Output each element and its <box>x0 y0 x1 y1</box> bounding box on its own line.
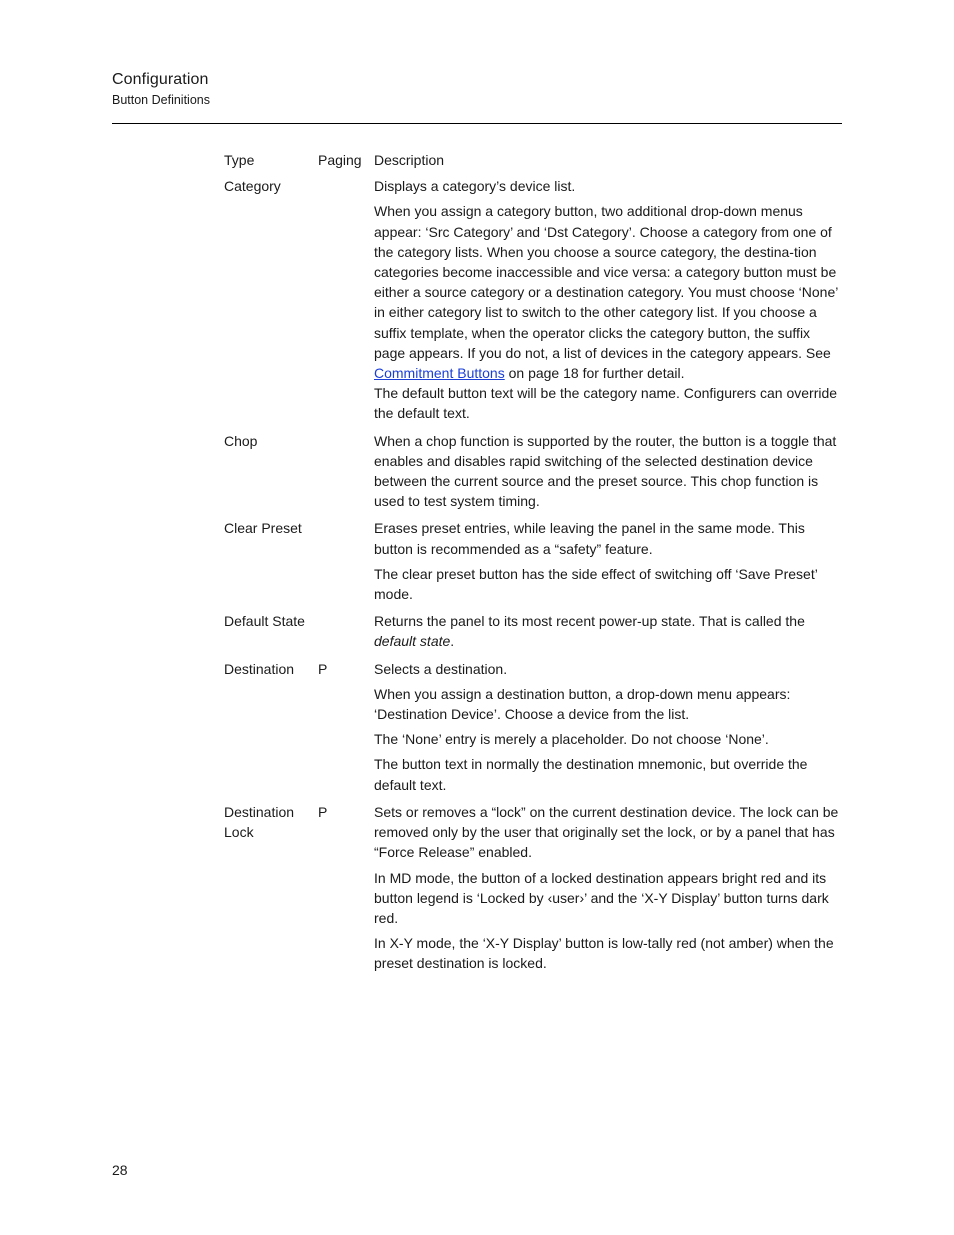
description-text: When you assign a category button, two additional drop-down menus appear: ‘Src Category’ and ‘Dst Category’. Choose a category from one of the category lists. When you choose a source category, the destina-tion categories become inaccessible and vice versa: a category button must be either a source category or a destination category. You must choose ‘None’ in either category list to switch to the other category list. If you choose a suffix template, when the operator clicks the category button, the suffix page appears. If you do not, a list of devices in the category appears. See <box>374 203 838 361</box>
description-paragraph: The ‘None’ entry is merely a placeholder. Do not choose ‘None’. <box>374 731 769 748</box>
row-paging <box>318 611 374 651</box>
row-type: Chop <box>224 432 258 449</box>
column-header-type: Type <box>224 152 255 168</box>
page-number: 28 <box>112 1162 128 1178</box>
table-row <box>224 518 840 604</box>
row-description <box>374 611 840 651</box>
commitment-buttons-link[interactable]: Commitment Buttons <box>374 365 505 382</box>
description-paragraph: Erases preset entries, while leaving the panel in the same mode. This button is recommended as a “safety” feature. <box>374 520 805 557</box>
row-paging: P <box>318 660 328 677</box>
description-paragraph: In MD mode, the button of a locked destination appears bright red and its button legend is ‘Locked by ‹user›’ and the ‘X-Y Display’ button turns dark red. <box>374 869 829 926</box>
description-paragraph: Selects a destination. <box>374 660 508 677</box>
description-paragraph: When you assign a destination button, a drop-down menu appears: ‘Destination Device’. Choose a device from the list. <box>374 685 791 723</box>
row-type: Category <box>224 178 281 195</box>
table-row <box>224 431 840 512</box>
table-row <box>224 176 840 423</box>
row-description <box>374 518 840 604</box>
description-paragraph: The default button text will be the category name. Configurers can override the default text. <box>374 385 838 422</box>
button-definitions-table <box>224 150 840 981</box>
description-paragraph: The button text in normally the destination mnemonic, but override the default text. <box>374 756 808 793</box>
row-type: Clear Preset <box>224 520 302 537</box>
column-header-description: Description <box>374 152 445 168</box>
table-header-row <box>224 150 840 170</box>
row-type: Destination Lock <box>224 803 295 841</box>
description-paragraph: When a chop function is supported by the router, the button is a toggle that enables and disables rapid switching of the selected destination device between the current source and the preset source. This chop function is used to test system timing. <box>374 432 837 510</box>
running-header-subtitle: Button Definitions <box>112 93 210 107</box>
description-paragraph <box>374 611 840 651</box>
table-row <box>224 611 840 651</box>
row-paging <box>318 518 374 604</box>
description-paragraph: In X-Y mode, the ‘X-Y Display’ button is low-tally red (not amber) when the preset destination is locked. <box>374 935 834 972</box>
description-paragraph: The clear preset button has the side effect of switching off ‘Save Preset’ mode. <box>374 565 818 603</box>
table-row <box>224 659 840 795</box>
row-description <box>374 659 840 795</box>
row-description <box>374 176 840 423</box>
row-description <box>374 431 840 512</box>
description-paragraph: Sets or removes a “lock” on the current destination device. The lock can be removed only by the user that originally set the lock, or by a panel that has “Force Release” enabled. <box>374 803 839 861</box>
row-paging <box>318 176 374 423</box>
column-header-paging: Paging <box>318 152 362 168</box>
row-paging: P <box>318 803 328 820</box>
table-row <box>224 802 840 974</box>
row-description <box>374 802 840 974</box>
header-rule <box>112 123 842 124</box>
description-text: Returns the panel to its most recent power-up state. That is called the <box>374 613 805 630</box>
description-text: on page 18 for further detail. <box>504 365 685 382</box>
row-paging <box>318 431 374 512</box>
row-type: Default State <box>224 613 305 630</box>
emphasis-text: default state <box>374 633 451 650</box>
description-text: . <box>450 633 455 650</box>
row-type: Destination <box>224 660 295 677</box>
description-paragraph <box>374 201 840 383</box>
description-paragraph: Displays a category’s device list. <box>374 178 576 195</box>
running-header-title: Configuration <box>112 71 209 88</box>
